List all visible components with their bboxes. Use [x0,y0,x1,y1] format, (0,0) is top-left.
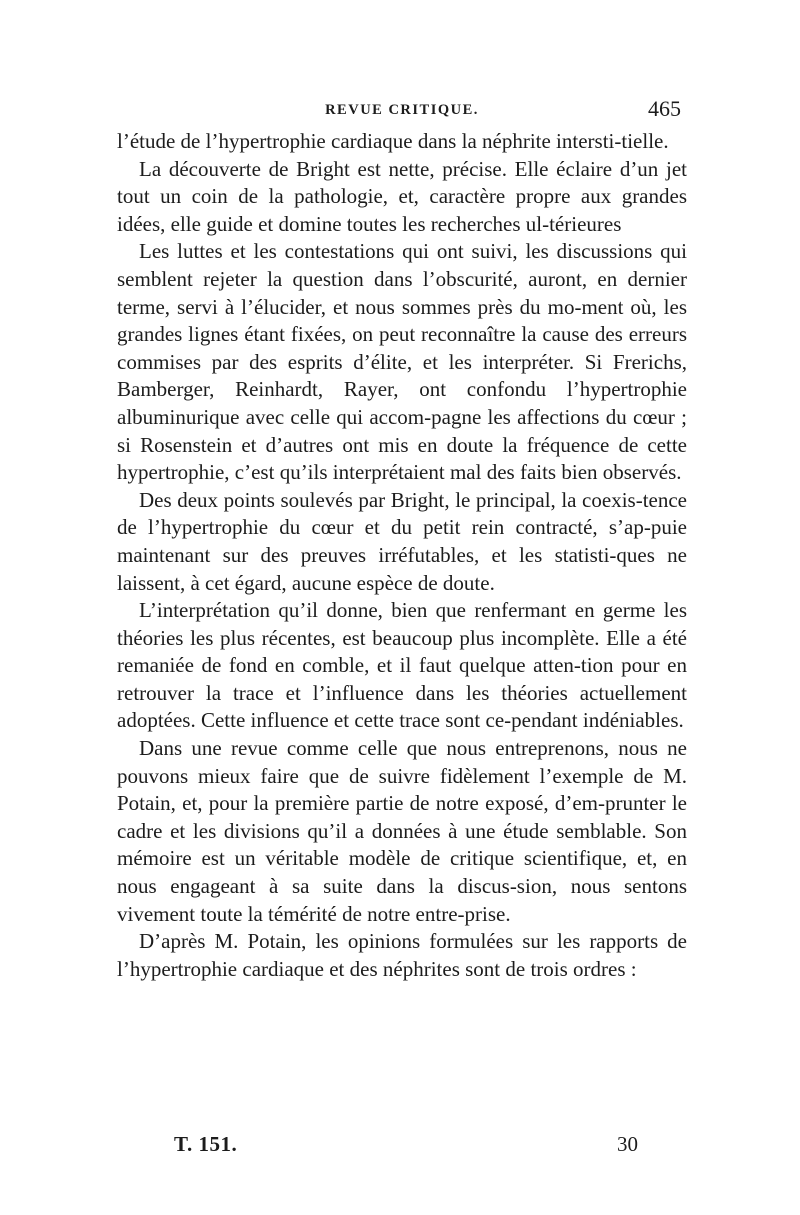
paragraph-struggles: Les luttes et les contestations qui ont suivi, les discussions qui semblent rejeter la question dans l’obscurité, auront, en dernier terme, servi à l’élucider, et nous sommes près du mo-ment où, les grandes lignes étant fixées, on peut reconnaître la cause des erreurs commises par des esprits d’élite, et les interpréter. Si Frerichs, Bamberger, Reinhardt, Rayer, ont confondu l’hypertrophie albuminurique avec celle qui accom-pagne les affections du cœur ; si Rosenstein et d’autres ont mis en doute la fréquence de cette hypertrophie, c’est qu’ils interprétaient mal des faits bien observés. [117,239,687,485]
signature-line [117,1132,687,1162]
paragraph-bright-discovery: La découverte de Bright est nette, précise. Elle éclaire d’un jet tout un coin de la pathologie, et, caractère propre aux grandes idées, elle guide et domine toutes les recherches ul-térieures [117,156,687,236]
body-text [117,128,687,983]
page-number: 465 [648,96,681,121]
paragraph-review: Dans une revue comme celle que nous entreprenons, nous ne pouvons mieux faire que de suivre fidèlement l’exemple de M. Potain, et, pour la première partie de notre exposé, d’em-prunter le cadre et les divisions qu’il a données à une étude semblable. Son mémoire est un véritable modèle de critique scientifique, et, en nous engageant à sa suite dans la discus-sion, nous sentons vivement toute la témérité de notre entre-prise. [117,736,687,926]
paragraph-interpretation: L’interprétation qu’il donne, bien que renfermant en germe les théories les plus récentes, est beaucoup plus incomplète. Elle a été remaniée de fond en comble, et il faut quelque atten-tion pour en retrouver la trace et l’influence dans les théories actuellement adoptées. Cette influence et cette trace sont ce-pendant indéniables. [117,598,687,733]
paragraph-potain-opinions: D’après M. Potain, les opinions formulées sur les rapports de l’hypertrophie cardiaque et des néphrites sont de trois ordres : [117,929,687,981]
paragraph-continuation: l’étude de l’hypertrophie cardiaque dans la néphrite intersti-tielle. [117,129,669,153]
signature-mark: T. 151. [174,1132,238,1156]
paragraph-two-points: Des deux points soulevés par Bright, le principal, la coexis-tence de l’hypertrophie du cœur et du petit rein contracté, s’ap-puie maintenant sur des preuves irréfutables, et les statisti-ques ne laissent, à cet égard, aucune espèce de doute. [117,487,687,595]
running-head [117,96,687,128]
running-title: REVUE CRITIQUE. [325,102,479,118]
signature-number: 30 [617,1132,638,1156]
